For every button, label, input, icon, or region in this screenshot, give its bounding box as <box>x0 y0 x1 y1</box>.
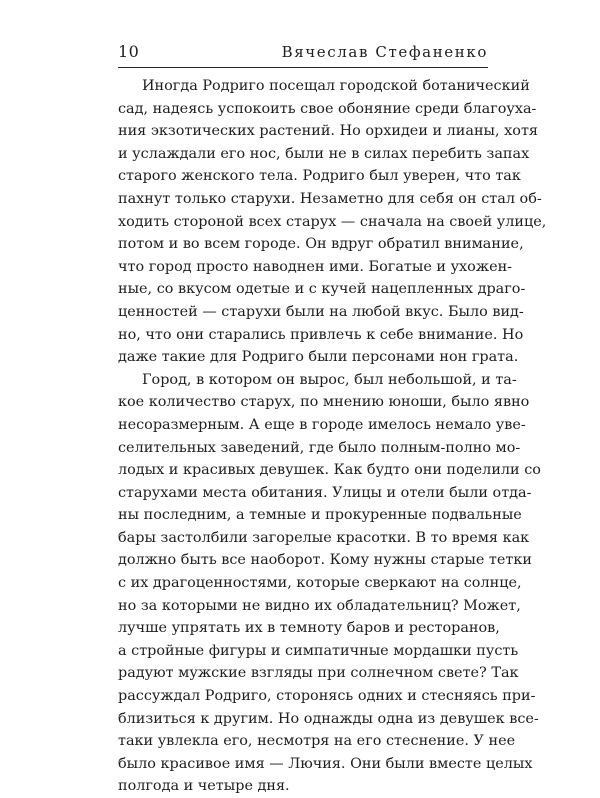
text-line: полгода и четыре дня. <box>118 778 290 795</box>
text-line: но за которыми не видно их обладательниц? Может, <box>118 597 521 614</box>
text-line: Иногда Родриго посещал городской ботанический <box>142 78 530 94</box>
text-line: радуют мужские взгляды при солнечном свете? Так <box>118 665 519 682</box>
text-line: ценностей — старухи были на любой вкус. Было вид- <box>118 303 524 320</box>
text-line: старого женского тела. Родриго был уверен, что так <box>118 168 521 185</box>
body-text <box>118 75 547 798</box>
header-rule <box>118 67 488 68</box>
text-line: но, что они старались привлечь к себе внимание. Но <box>118 326 524 343</box>
text-line: ные, со вкусом одетые и с кучей нацепленных драго- <box>118 281 526 298</box>
text-line: что город просто наводнен ими. Богатые и ухожен- <box>118 258 513 275</box>
text-line: ходить стороной всех старух — сначала на своей улице, <box>118 213 547 230</box>
text-line: лучше упрятать их в темноту баров и ресторанов, <box>118 620 500 637</box>
paragraph-1 <box>118 75 547 369</box>
text-line: с их драгоценностями, которые сверкают на солнце, <box>118 575 522 592</box>
text-line: пахнут только старухи. Незаметно для себя он стал об- <box>118 190 542 207</box>
text-line: должно быть все наоборот. Кому нужны старые тетки <box>118 552 532 569</box>
text-line: было красивое имя — Лючия. Они были вместе целых <box>118 755 533 772</box>
text-line: кое количество старух, по мнению юноши, было явно <box>118 394 530 411</box>
text-line: лодых и красивых девушек. Как будто они поделили со <box>118 462 541 479</box>
text-line: таки увлекла его, несмотря на его стеснение. У нее <box>118 733 516 750</box>
page-header <box>118 42 488 64</box>
text-line: и услаждали его нос, были не в силах перебить запах <box>118 145 530 162</box>
text-line: сад, надеясь успокоить свое обоняние среди благоуха- <box>118 100 537 117</box>
text-line: потом и во всем городе. Он вдруг обратил внимание, <box>118 236 524 253</box>
text-line: старухами места обитания. Улицы и отели были отда- <box>118 484 532 501</box>
text-line: ны последним, а темные и прокуренные подвальные <box>118 507 522 524</box>
text-line: несоразмерным. А еще в городе имелось немало уве- <box>118 416 526 433</box>
text-line: близиться к другим. Но однажды одна из девушек все- <box>118 710 539 727</box>
text-line: ния экзотических растений. Но орхидеи и лианы, хотя <box>118 123 538 140</box>
text-line: даже такие для Родриго были персонами нон грата. <box>118 349 519 366</box>
text-line: а стройные фигуры и симпатичные мордашки пусть <box>118 642 519 659</box>
text-line: селительных заведений, где было полным-полно мо- <box>118 439 521 456</box>
running-head-author: Вячеслав Стефаненко <box>281 43 488 61</box>
page-number: 10 <box>118 42 140 61</box>
text-line: Город, в котором он вырос, был небольшой, и та- <box>142 371 517 388</box>
paragraph-2 <box>118 369 541 798</box>
text-line: рассуждал Родриго, сторонясь одних и стесняясь при- <box>118 688 536 705</box>
text-line: бары застолбили загорелые красотки. В то время как <box>118 529 530 546</box>
